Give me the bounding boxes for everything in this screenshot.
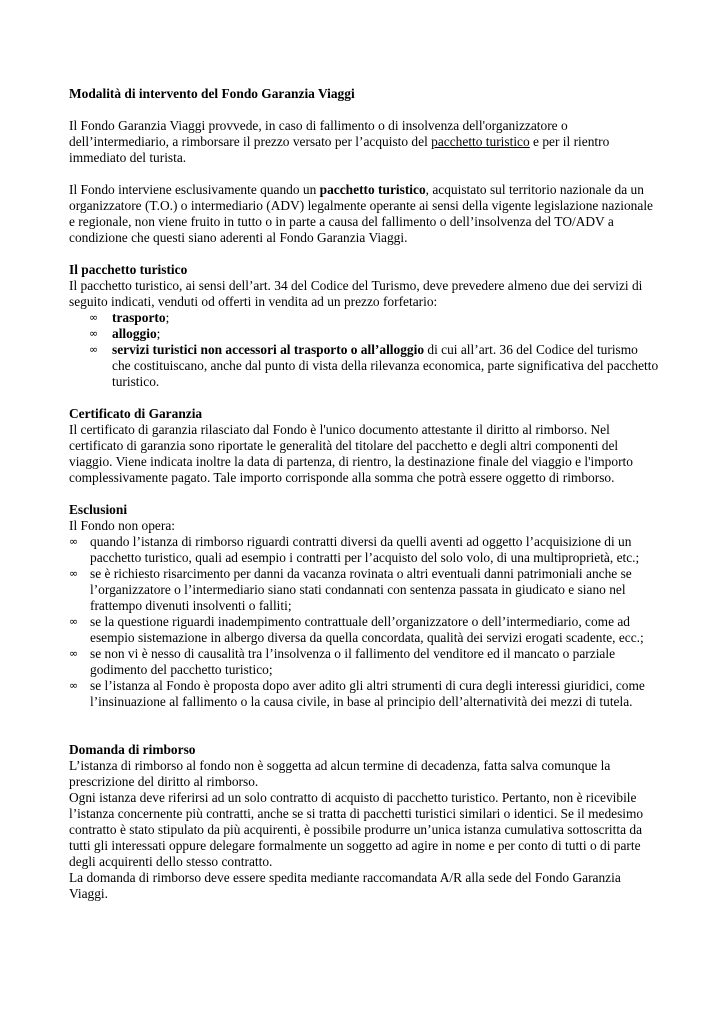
list-item-text: se l’istanza al Fondo è proposta dopo aver adito gli altri strumenti di cura degli interessi giuridici, come l’insinuazione al fallimento o la causa civile, in base al principio dell’alternatività dei mezzi di tutela.: [90, 678, 645, 709]
domanda-paragraph-2: Ogni istanza deve riferirsi ad un solo contratto di acquisto di pacchetto turistico. Pertanto, non è ricevibile l’istanza concernente più contratti, anche se si tratta di pacchetti turistici similari o identici. Se il medesimo contratto è stato stipulato da più acquirenti, è possibile produrre un’unica istanza cumulativa sottoscritta da tutti gli interessati oppure delegare formalmente un soggetto ad agire in nome e per conto di tutti o di parte degli acquirenti dello stesso contratto.: [69, 790, 644, 869]
section-heading-esclusioni: Esclusioni: [69, 502, 128, 517]
infinity-bullet-icon: ∞: [89, 327, 99, 340]
section-heading-pacchetto: Il pacchetto turistico: [69, 262, 188, 277]
infinity-bullet-icon: ∞: [89, 343, 99, 356]
infinity-bullet-icon: ∞: [69, 647, 79, 660]
section-heading-domanda: Domanda di rimborso: [69, 742, 196, 757]
list-item: [69, 342, 659, 390]
intro-2-text-a: Il Fondo interviene esclusivamente quando un: [69, 182, 320, 197]
section-heading-certificato: Certificato di Garanzia: [69, 406, 203, 421]
list-item: [69, 326, 659, 342]
list-item-text: ;: [165, 310, 170, 325]
intro-1-text-a: Il Fondo Garanzia Viaggi provvede, in caso di fallimento o di insolvenza dell'organizzatore o dell’intermediario, a rimborsare il prezzo versato per l’acquisto del: [69, 118, 568, 149]
list-item-bold: servizi turistici non accessori al trasporto o all’alloggio: [112, 342, 425, 357]
list-item: [69, 566, 659, 614]
document-page: [69, 86, 659, 902]
intro-2-text-b: , acquistato sul territorio nazionale da un organizzatore (T.O.) o intermediario (ADV) legalmente operante ai sensi della vigente legislazione nazionale e regionale, non viene fruito in tutto o in parte a causa del fallimento o dell’insolvenza del TO/ADV a condizione che questi siano aderenti al Fondo Garanzia Viaggi.: [69, 182, 653, 245]
list-item-text: se la questione riguardi inadempimento contrattuale dell’organizzatore o dell’intermediario, come ad esempio sistemazione in albergo diversa da quella concordata, qualità dei servizi erogati scadente, ecc.;: [90, 614, 644, 645]
infinity-bullet-icon: ∞: [69, 535, 79, 548]
intro-2-bold: pacchetto turistico: [319, 182, 426, 197]
list-item-text: ;: [156, 326, 161, 341]
list-item: [69, 646, 659, 678]
infinity-bullet-icon: ∞: [69, 567, 79, 580]
infinity-bullet-icon: ∞: [69, 615, 79, 628]
list-item-text: se non vi è nesso di causalità tra l’insolvenza o il fallimento del venditore ed il mancato o parziale godimento del pacchetto turistico;: [90, 646, 616, 677]
domanda-paragraph-3: La domanda di rimborso deve essere spedita mediante raccomandata A/R alla sede del Fondo Garanzia Viaggi.: [69, 870, 621, 901]
intro-paragraph-1: [69, 118, 659, 166]
list-item-bold: alloggio: [112, 326, 157, 341]
certificato-text: Il certificato di garanzia rilasciato dal Fondo è l'unico documento attestante il diritto al rimborso. Nel certificato di garanzia sono riportate le generalità del titolare del pacchetto e degli altri componenti del viaggio. Viene indicata inoltre la data di partenza, di rientro, la destinazione finale del viaggio e l'importo complessivamente pagato. Tale importo corrisponde alla somma che potrà essere oggetto di rimborso.: [69, 422, 633, 485]
list-item: [69, 678, 659, 710]
esclusioni-intro: Il Fondo non opera:: [69, 518, 175, 533]
infinity-bullet-icon: ∞: [89, 311, 99, 324]
list-item: [69, 534, 659, 566]
pacchetto-services-list: [69, 310, 659, 390]
intro-1-text-b: e per il rientro immediato del turista.: [69, 134, 610, 165]
domanda-paragraph-1: L’istanza di rimborso al fondo non è soggetta ad alcun termine di decadenza, fatta salva comunque la prescrizione del diritto al rimborso.: [69, 758, 611, 789]
pacchetto-text: Il pacchetto turistico, ai sensi dell’art. 34 del Codice del Turismo, deve prevedere almeno due dei servizi di seguito indicati, venduti od offerti in vendita ad un prezzo forfetario:: [69, 278, 643, 309]
list-item-bold: trasporto: [112, 310, 166, 325]
intro-paragraph-2: [69, 182, 659, 246]
list-item-text: quando l’istanza di rimborso riguardi contratti diversi da quelli aventi ad oggetto l’acquisizione di un pacchetto turistico, quali ad esempio i contratti per l’acquisto del solo volo, di una multiproprietà, etc.;: [90, 534, 640, 565]
list-item: [69, 310, 659, 326]
list-item: [69, 614, 659, 646]
esclusioni-list: [69, 534, 659, 710]
list-item-text: di cui all’art. 36 del Codice del turismo che costituiscano, anche dal punto di vista della rilevanza economica, parte significativa del pacchetto turistico.: [112, 342, 659, 389]
list-item-text: se è richiesto risarcimento per danni da vacanza rovinata o altri eventuali danni patrimoniali anche se l’organizzatore o l’intermediario siano stati condannati con sentenza passata in giudicato e siano nel frattempo divenuti insolventi o falliti;: [90, 566, 632, 613]
pacchetto-turistico-link[interactable]: pacchetto turistico: [431, 134, 530, 149]
page-title: Modalità di intervento del Fondo Garanzia Viaggi: [69, 86, 355, 101]
infinity-bullet-icon: ∞: [69, 679, 79, 692]
